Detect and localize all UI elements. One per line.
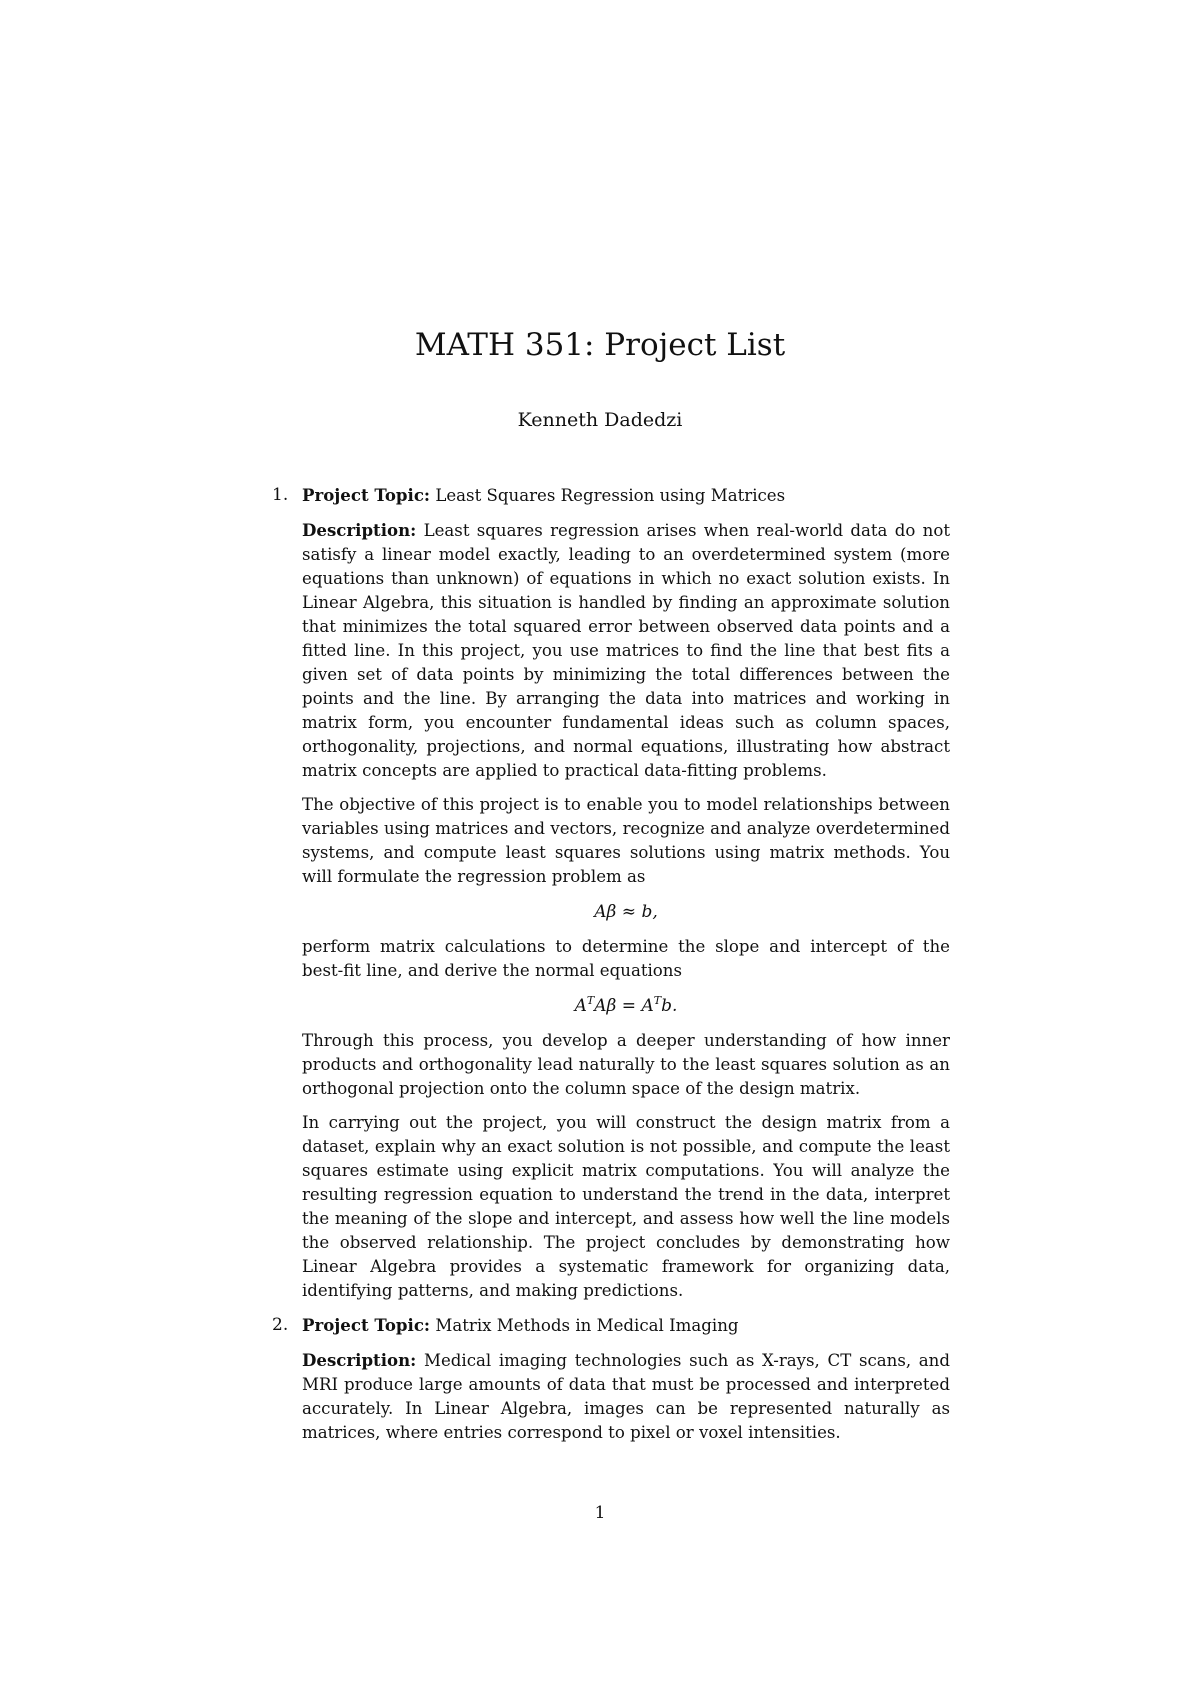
document-title: MATH 351: Project List bbox=[414, 327, 786, 363]
normal-eq-a4: b. bbox=[661, 996, 678, 1016]
normal-eq-a2: Aβ bbox=[594, 996, 617, 1016]
description-label: Description: bbox=[302, 520, 417, 540]
equation-lhs: Aβ bbox=[594, 902, 617, 922]
description-text: Medical imaging technologies such as X-rays, CT scans, and MRI produce large amounts of data that must be processed and interpreted accurately. In Linear Algebra, images can be represented naturally as matrices, where entries correspond to pixel or voxel intensities. bbox=[302, 1351, 950, 1442]
project-body bbox=[302, 483, 950, 1303]
page-number: 1 bbox=[594, 1503, 606, 1523]
topic-text: Matrix Methods in Medical Imaging bbox=[435, 1316, 739, 1335]
description-text: Least squares regression arises when real-world data do not satisfy a linear model exactly, leading to an overdetermined system (more equations than unknown) of equations in which no exact solution exists. In Linear Algebra, this situation is handled by finding an approximate solution that minimizes the total squared error between observed data points and a fitted line. In this project, you use matrices to find the line that best fits a given set of data points by minimizing the total differences between the points and the line. By arranging the data into matrices and working in matrix form, you encounter fundamental ideas such as column spaces, orthogonality, projections, and normal equations, illustrating how abstract matrix concepts are applied to practical data-fitting problems. bbox=[302, 521, 950, 780]
calculation-paragraph: perform matrix calculations to determine the slope and intercept of the best-fit line, and derive the normal equations bbox=[302, 937, 950, 980]
topic-text: Least Squares Regression using Matrices bbox=[435, 486, 786, 505]
normal-eq-a1: A bbox=[574, 996, 587, 1016]
topic-label: Project Topic: bbox=[302, 1315, 431, 1335]
project-item-1 bbox=[0, 483, 1200, 1303]
objective-paragraph: The objective of this project is to enable you to model relationships between variables using matrices and vectors, recognize and analyze overdetermined systems, and compute least squares solutions using matrix methods. You will formulate the regression problem as bbox=[302, 795, 950, 886]
project-list bbox=[0, 483, 1200, 1455]
topic-label: Project Topic: bbox=[302, 485, 431, 505]
normal-eq-sup1: T bbox=[586, 994, 595, 1007]
conclusion-paragraph: In carrying out the project, you will construct the design matrix from a dataset, explain why an exact solution is not possible, and compute the least squares estimate using explicit matrix computations. You will analyze the resulting regression equation to understand the trend in the data, interpret the meaning of the slope and intercept, and assess how well the line models the observed relationship. The project concludes by demonstrating how Linear Algebra provides a systematic framework for organizing data, identifying patterns, and making predictions. bbox=[302, 1113, 950, 1300]
document-author: Kenneth Dadedzi bbox=[517, 409, 683, 431]
description-paragraph bbox=[302, 1348, 950, 1445]
project-topic-line bbox=[302, 1313, 950, 1338]
description-paragraph bbox=[302, 518, 950, 783]
equation-relation: ≈ bbox=[621, 902, 637, 922]
normal-eq-sup2: T bbox=[653, 994, 662, 1007]
regression-equation bbox=[302, 899, 950, 925]
equation-rhs: b, bbox=[641, 902, 658, 922]
normal-equation bbox=[302, 993, 950, 1019]
description-label: Description: bbox=[302, 1350, 417, 1370]
project-body bbox=[302, 1313, 950, 1445]
understanding-paragraph: Through this process, you develop a deeper understanding of how inner products and orthogonality lead naturally to the least squares solution as an orthogonal projection onto the column space of the design matrix. bbox=[302, 1031, 950, 1098]
normal-eq-a3: A bbox=[641, 996, 654, 1016]
project-topic-line bbox=[302, 483, 950, 508]
project-item-2 bbox=[0, 1313, 1200, 1445]
project-number: 1. bbox=[272, 485, 289, 505]
project-number: 2. bbox=[272, 1315, 289, 1335]
normal-eq-relation: = bbox=[621, 996, 637, 1016]
